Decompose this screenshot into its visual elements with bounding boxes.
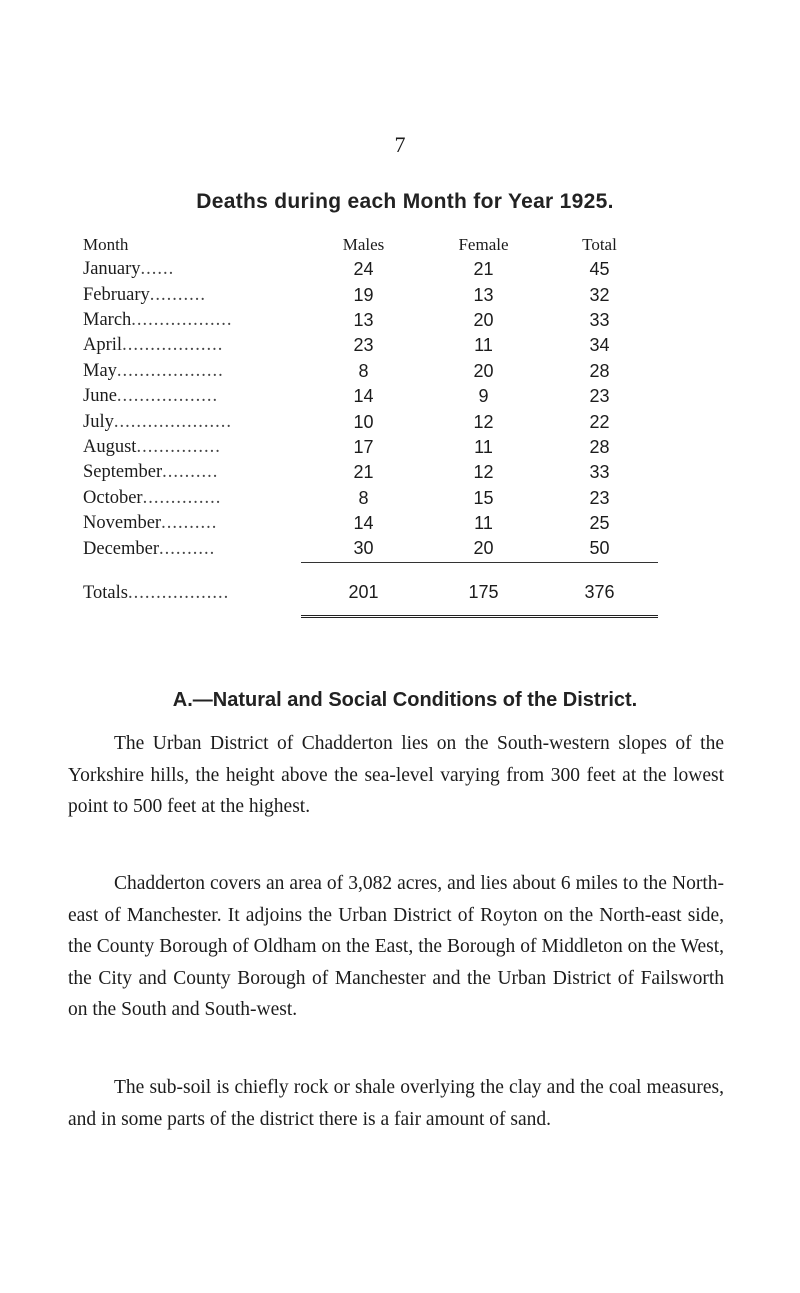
female-cell: 11 xyxy=(474,436,493,457)
totals-label-cell xyxy=(83,562,301,616)
totals-female: 175 xyxy=(426,562,541,616)
table-row xyxy=(83,359,658,384)
month-cell xyxy=(83,486,301,511)
female-cell: 21 xyxy=(473,259,494,280)
table-row xyxy=(83,308,658,333)
header-female: Female xyxy=(458,235,509,254)
table-title: Deaths during each Month for Year 1925. xyxy=(196,190,614,213)
table-row xyxy=(83,486,658,511)
month-name: July xyxy=(83,411,114,432)
month-name: June xyxy=(83,386,117,407)
males-cell: 19 xyxy=(353,284,374,305)
month-cell xyxy=(83,536,301,562)
table-row xyxy=(83,333,658,358)
leader-dots: .............. xyxy=(142,487,222,508)
total-cell: 32 xyxy=(589,284,610,305)
table-row xyxy=(83,282,658,307)
month-name: April xyxy=(83,335,123,356)
leader-dots: .................. xyxy=(131,309,233,330)
totals-row xyxy=(83,562,658,616)
males-cell: 10 xyxy=(353,411,374,432)
header-total: Total xyxy=(582,235,617,254)
month-cell xyxy=(83,257,301,282)
female-cell: 20 xyxy=(473,360,494,381)
month-name: November xyxy=(83,513,162,534)
month-cell xyxy=(83,511,301,536)
table-row xyxy=(83,536,658,562)
table-row xyxy=(83,384,658,409)
leader-dots: ............... xyxy=(136,436,221,457)
month-cell xyxy=(83,359,301,384)
table-row xyxy=(83,409,658,434)
month-name: December xyxy=(83,538,160,559)
males-cell: 14 xyxy=(353,513,374,534)
totals-males: 201 xyxy=(301,562,426,616)
total-cell: 50 xyxy=(589,538,610,559)
table-row xyxy=(83,460,658,485)
month-cell xyxy=(83,282,301,307)
table-row xyxy=(83,511,658,536)
month-cell xyxy=(83,435,301,460)
males-cell: 8 xyxy=(358,360,369,381)
female-cell: 12 xyxy=(473,462,494,483)
total-cell: 34 xyxy=(589,335,610,356)
leader-dots: .......... xyxy=(159,538,216,559)
female-cell: 20 xyxy=(473,309,494,330)
section-heading: A.—Natural and Social Conditions of the District. xyxy=(172,689,638,711)
female-cell: 20 xyxy=(473,538,494,559)
female-cell: 13 xyxy=(473,284,494,305)
totals-total: 376 xyxy=(541,562,658,616)
month-name: September xyxy=(83,462,163,483)
leader-dots: .......... xyxy=(162,462,219,483)
males-cell: 23 xyxy=(353,335,374,356)
table-row xyxy=(83,435,658,460)
total-cell: 25 xyxy=(589,513,610,534)
month-cell xyxy=(83,308,301,333)
males-cell: 8 xyxy=(358,487,369,508)
males-cell: 21 xyxy=(353,462,374,483)
totals-label: Totals xyxy=(83,582,128,603)
month-cell xyxy=(83,333,301,358)
female-cell: 11 xyxy=(474,335,493,356)
total-cell: 45 xyxy=(589,259,610,280)
males-cell: 14 xyxy=(353,386,374,407)
header-males: Males xyxy=(342,235,385,254)
total-cell: 33 xyxy=(589,462,610,483)
page-number: 7 xyxy=(394,132,406,157)
males-cell: 13 xyxy=(353,309,374,330)
month-name: August xyxy=(83,436,137,457)
month-cell xyxy=(83,460,301,485)
paragraph-location: The Urban District of Chadderton lies on the South-western slopes of the Yorkshire hills, the height above the sea-level varying from 300 feet at the lowest point to 500 feet at the highest. xyxy=(68,733,724,817)
males-cell: 17 xyxy=(353,436,374,457)
female-cell: 15 xyxy=(473,487,494,508)
total-cell: 23 xyxy=(589,386,610,407)
month-name: March xyxy=(83,309,132,330)
paragraph-subsoil: The sub-soil is chiefly rock or shale overlying the clay and the coal measures, and in some parts of the district there is a fair amount of sand. xyxy=(68,1077,724,1130)
female-cell: 9 xyxy=(478,386,489,407)
month-cell xyxy=(83,409,301,434)
month-name: February xyxy=(83,284,150,305)
leader-dots: .......... xyxy=(161,513,218,534)
leader-dots: ...... xyxy=(140,259,175,280)
total-cell: 33 xyxy=(589,309,610,330)
header-month: Month xyxy=(83,235,129,254)
leader-dots: .......... xyxy=(149,284,207,305)
month-cell xyxy=(83,384,301,409)
paragraph-area: Chadderton covers an area of 3,082 acres, and lies about 6 miles to the North-east of Manchester. It adjoins the Urban District of Royton on the North-east side, the County Borough of Oldham on the East, the Borough of Middleton on the West, the City and County Borough of Manchester and the Urban District of Failsworth on the South and South-west. xyxy=(68,873,724,1020)
leader-dots: ..................... xyxy=(113,411,232,432)
males-cell: 30 xyxy=(353,538,374,559)
table-row xyxy=(83,257,658,282)
leader-dots: .................. xyxy=(127,582,230,603)
month-name: January xyxy=(83,259,141,280)
female-cell: 12 xyxy=(473,411,494,432)
month-name: October xyxy=(83,487,143,508)
total-cell: 28 xyxy=(589,360,610,381)
female-cell: 11 xyxy=(474,513,493,534)
leader-dots: ................... xyxy=(116,360,224,381)
total-cell: 22 xyxy=(589,411,610,432)
leader-dots: .................. xyxy=(116,386,219,407)
total-cell: 23 xyxy=(589,487,610,508)
males-cell: 24 xyxy=(353,259,374,280)
leader-dots: .................. xyxy=(122,335,224,356)
deaths-table xyxy=(83,233,658,618)
month-name: May xyxy=(83,360,117,381)
total-cell: 28 xyxy=(589,436,610,457)
table-header-row xyxy=(83,233,658,257)
